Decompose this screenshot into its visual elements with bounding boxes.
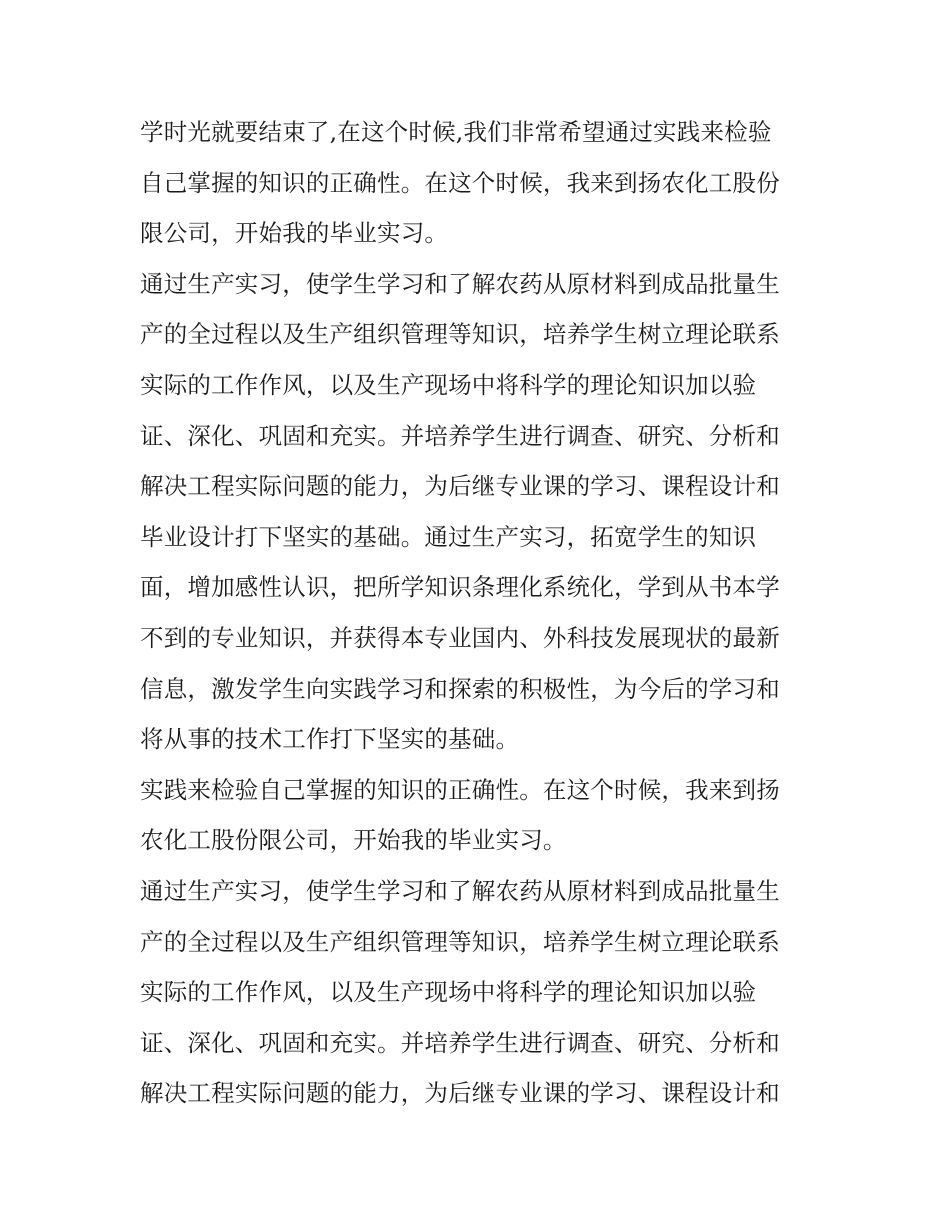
text-line: 实践来检验自己掌握的知识的正确性。在这个时候，我来到扬: [140, 775, 780, 804]
body-text: [140, 107, 830, 1119]
text-line: 实际的工作作风，以及生产现场中将科学的理论知识加以验: [140, 978, 757, 1007]
text-line: 通过生产实习，使学生学习和了解农药从原材料到成品批量生: [140, 876, 780, 905]
text-line: 证、深化、巩固和充实。并培养学生进行调查、研究、分析和: [140, 421, 780, 450]
text-line: 面，增加感性认识，把所学知识条理化系统化，学到从书本学: [140, 573, 780, 602]
text-line: 产的全过程以及生产组织管理等知识，培养学生树立理论联系: [140, 320, 780, 349]
text-line: 实际的工作作风，以及生产现场中将科学的理论知识加以验: [140, 370, 757, 399]
text-line: 自己掌握的知识的正确性。在这个时候，我来到扬农化工股份: [140, 168, 780, 197]
text-line: 农化工股份限公司，开始我的毕业实习。: [140, 826, 567, 855]
text-line: 通过生产实习，使学生学习和了解农药从原材料到成品批量生: [140, 269, 780, 298]
text-line: 解决工程实际问题的能力，为后继专业课的学习、课程设计和: [140, 472, 780, 501]
text-line: 将从事的技术工作打下坚实的基础。: [140, 725, 520, 754]
text-line: 毕业设计打下坚实的基础。通过生产实习，拓宽学生的知识: [140, 522, 757, 551]
text-line: 证、深化、巩固和充实。并培养学生进行调查、研究、分析和: [140, 1028, 780, 1057]
text-line: 信息，激发学生向实践学习和探索的积极性，为今后的学习和: [140, 674, 780, 703]
text-line: 解决工程实际问题的能力，为后继专业课的学习、课程设计和: [140, 1079, 780, 1108]
text-line: 限公司，开始我的毕业实习。: [140, 219, 449, 248]
text-line: 不到的专业知识，并获得本专业国内、外科技发展现状的最新: [140, 623, 780, 652]
text-line: 学时光就要结束了,在这个时候,我们非常希望通过实践来检验: [140, 118, 772, 146]
text-line: 产的全过程以及生产组织管理等知识，培养学生树立理论联系: [140, 927, 780, 956]
